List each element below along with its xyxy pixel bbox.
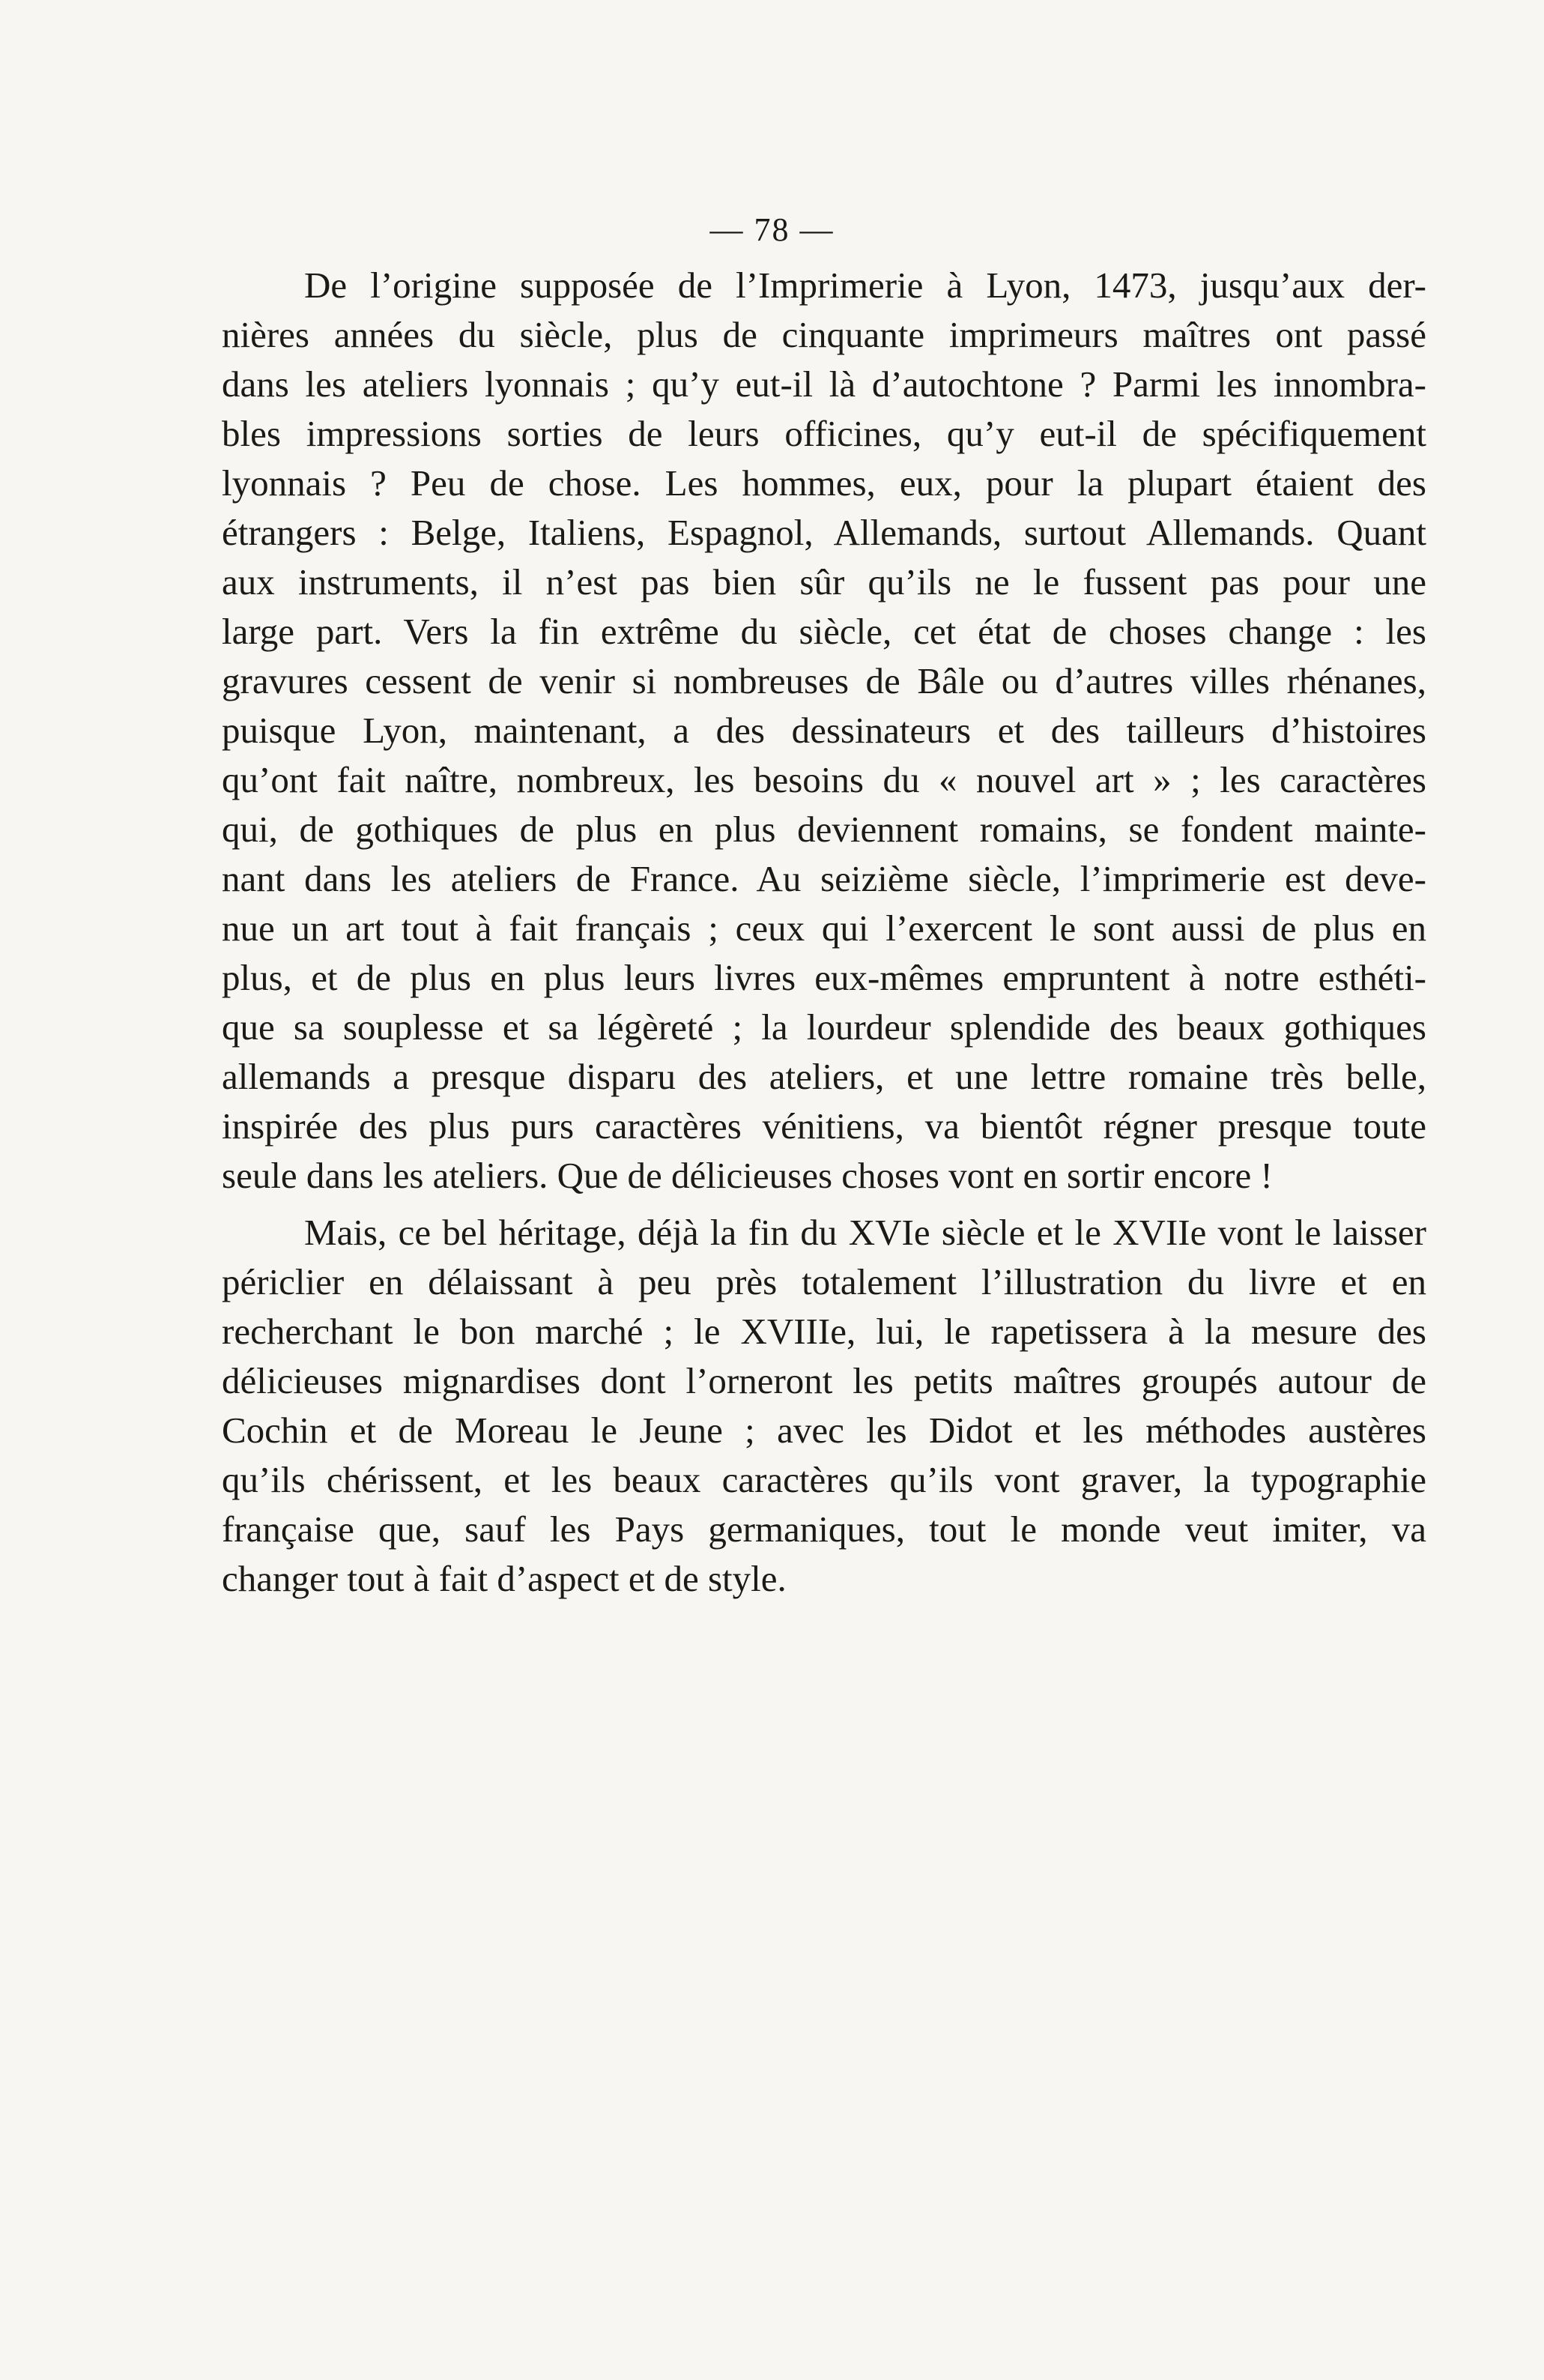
text-line: qu’ils chérissent, et les beaux caractères qu’ils vont graver, la typographie [222,1459,1426,1500]
text-line: gravures cessent de venir si nombreuses de Bâle ou d’autres villes rhénanes, [222,660,1426,701]
text-line: plus, et de plus en plus leurs livres eux-mêmes empruntent à notre esthéti- [222,957,1426,998]
text-line: française que, sauf les Pays germaniques, tout le monde veut imiter, va [222,1508,1426,1550]
paragraph-1 [222,261,1426,1200]
text-line: seule dans les ateliers. Que de délicieuses choses vont en sortir encore ! [222,1155,1273,1196]
text-line: qu’ont fait naître, nombreux, les besoins du « nouvel art » ; les caractères [222,759,1426,800]
page-number: — 78 — [709,211,835,248]
text-line: Mais, ce bel héritage, déjà la fin du XVIe siècle et le XVIIe vont le laisser [304,1212,1426,1253]
text-line: changer tout à fait d’aspect et de style. [222,1558,787,1599]
text-line: délicieuses mignardises dont l’orneront les petits maîtres groupés autour de [222,1360,1426,1401]
text-line: bles impressions sorties de leurs officines, qu’y eut-il de spécifiquement [222,413,1426,454]
text-line: Cochin et de Moreau le Jeune ; avec les Didot et les méthodes austères [222,1410,1426,1451]
body-text [222,261,1426,1604]
text-line: inspirée des plus purs caractères vénitiens, va bientôt régner presque toute [222,1105,1426,1147]
text-line: dans les ateliers lyonnais ; qu’y eut-il là d’autochtone ? Parmi les innombra- [222,363,1426,405]
text-line: nières années du siècle, plus de cinquante imprimeurs maîtres ont passé [222,314,1426,355]
text-line: puisque Lyon, maintenant, a des dessinateurs et des tailleurs d’histoires [222,710,1426,751]
text-line: que sa souplesse et sa légèreté ; la lourdeur splendide des beaux gothiques [222,1006,1426,1048]
text-line: recherchant le bon marché ; le XVIIIe, lui, le rapetissera à la mesure des [222,1311,1426,1352]
text-line: De l’origine supposée de l’Imprimerie à Lyon, 1473, jusqu’aux der- [304,265,1426,306]
text-line: étrangers : Belge, Italiens, Espagnol, Allemands, surtout Allemands. Quant [222,512,1426,553]
text-line: nue un art tout à fait français ; ceux qui l’exercent le sont aussi de plus en [222,907,1426,949]
text-line: allemands a presque disparu des ateliers, et une lettre romaine très belle, [222,1056,1426,1097]
text-line: large part. Vers la fin extrême du siècle, cet état de choses change : les [222,611,1426,652]
text-line: nant dans les ateliers de France. Au seizième siècle, l’imprimerie est deve- [222,858,1426,899]
text-line: lyonnais ? Peu de chose. Les hommes, eux, pour la plupart étaient des [222,462,1426,504]
text-line: qui, de gothiques de plus en plus deviennent romains, se fondent mainte- [222,809,1426,850]
text-line: périclier en délaissant à peu près totalement l’illustration du livre et en [222,1261,1426,1302]
text-line: aux instruments, il n’est pas bien sûr qu’ils ne le fussent pas pour une [222,561,1426,602]
paragraph-2 [222,1208,1426,1604]
